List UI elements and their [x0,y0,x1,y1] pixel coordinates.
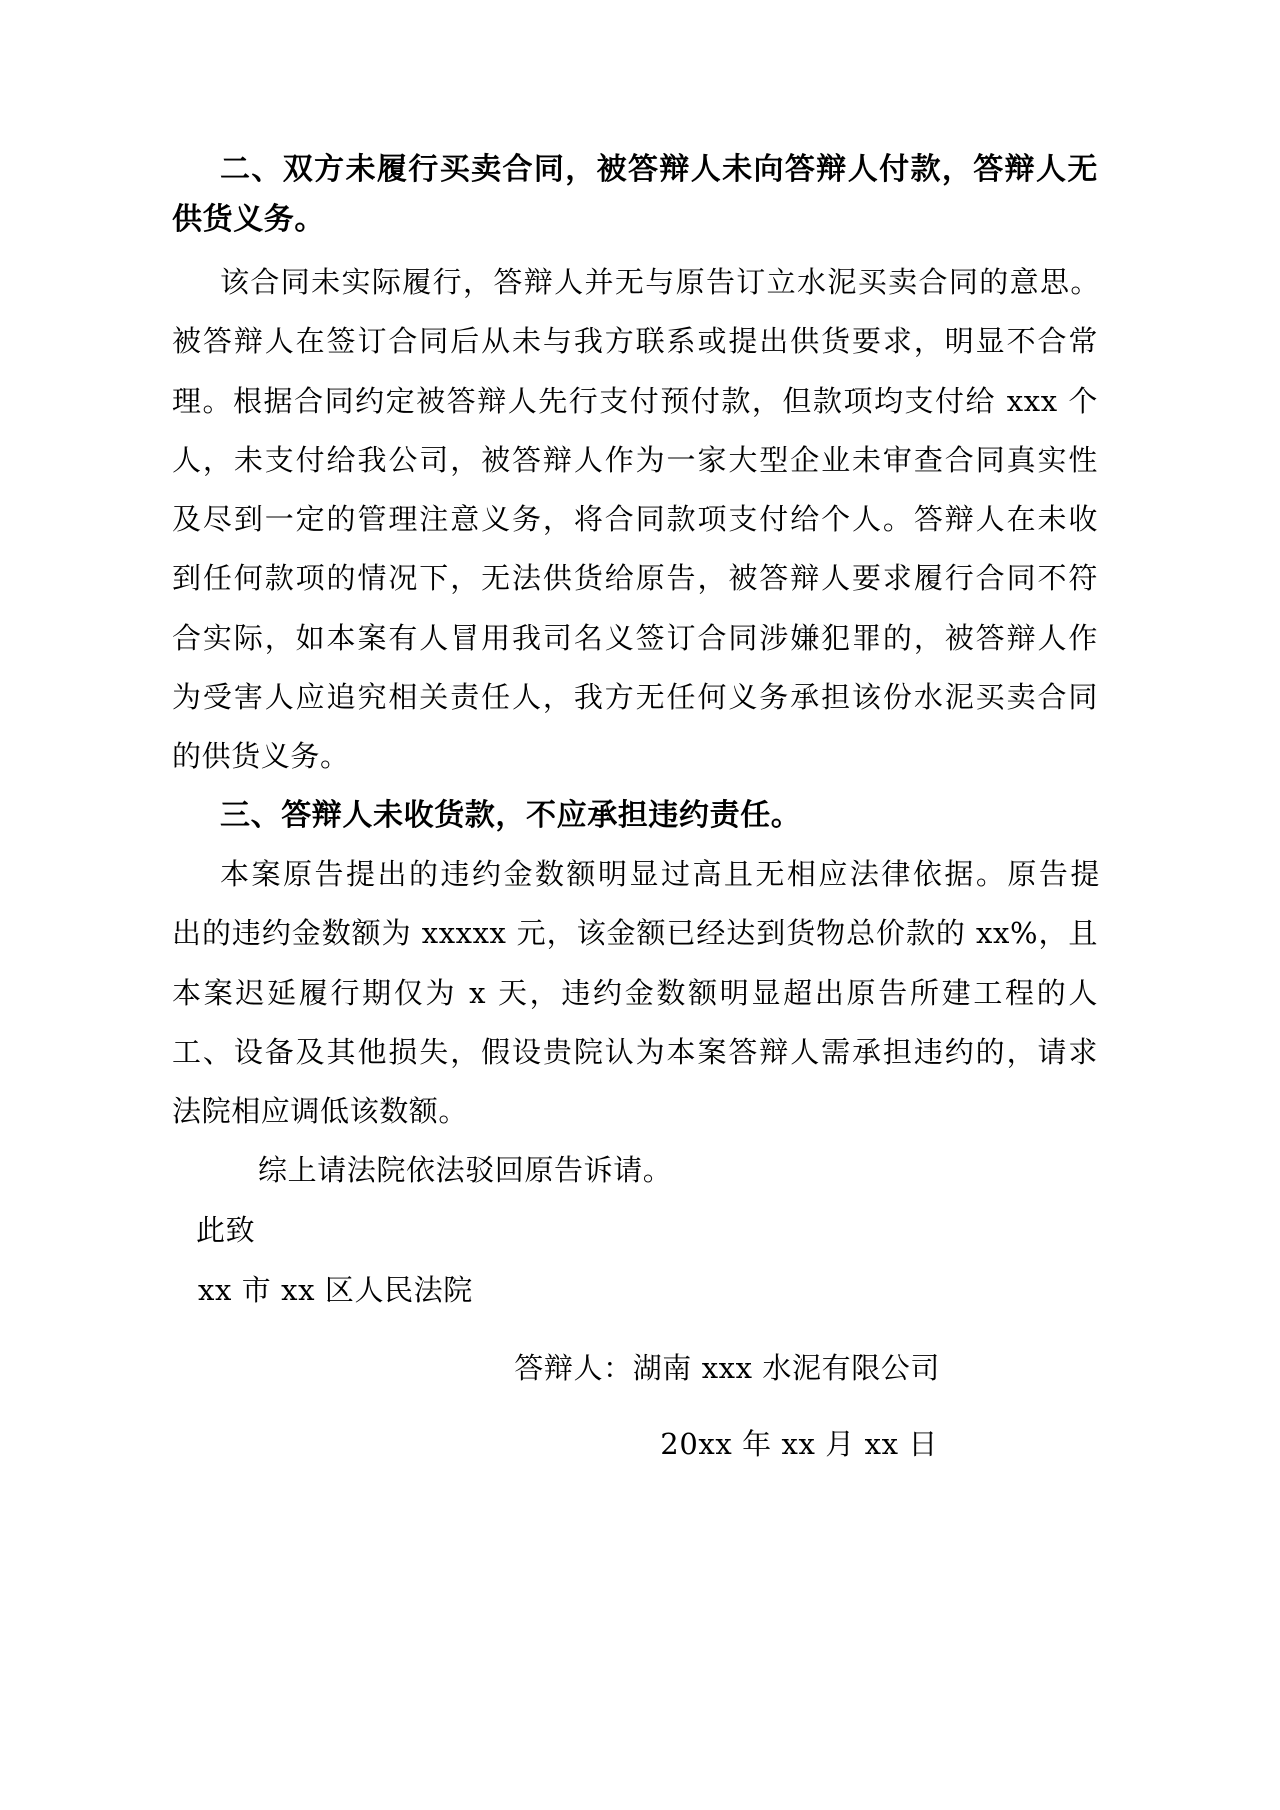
section2-body-line-7: 合实际，如本案有人冒用我司名义签订合同涉嫌犯罪的，被答辩人作 [172,621,1098,655]
section2-heading-line-2: 供货义务。 [172,202,325,237]
section2-body-line-2: 被答辩人在签订合同后从未与我方联系或提出供货要求，明显不合常 [172,324,1098,358]
section3-body-line-1: 本案原告提出的违约金数额明显过高且无相应法律依据。原告提 [220,857,1100,891]
section3-body-line-3: 本案迟延履行期仅为 x 天，违约金数额明显超出原告所建工程的人 [172,976,1098,1010]
recipient: xx 市 xx 区人民法院 [198,1273,473,1307]
section3-body-line-2: 出的违约金数额为 xxxxx 元，该金额已经达到货物总价款的 xx%，且 [172,916,1098,950]
section2-heading-line-1: 二、双方未履行买卖合同，被答辩人未向答辩人付款，答辩人无 [220,152,1098,187]
section2-body-line-9: 的供货义务。 [172,739,350,773]
section3-body-line-4: 工、设备及其他损失，假设贵院认为本案答辩人需承担违约的，请求 [172,1035,1098,1069]
date: 20xx 年 xx 月 xx 日 [660,1427,938,1461]
conclusion: 综上请法院依法驳回原告诉请。 [258,1153,673,1187]
section2-body-line-6: 到任何款项的情况下，无法供货给原告，被答辩人要求履行合同不符 [172,561,1098,595]
section3-heading: 三、答辩人未收货款，不应承担违约责任。 [220,798,802,833]
section2-body-line-5: 及尽到一定的管理注意义务，将合同款项支付给个人。答辩人在未收 [172,502,1098,536]
section3-body-line-5: 法院相应调低该数额。 [172,1094,469,1128]
section2-body-line-8: 为受害人应追究相关责任人，我方无任何义务承担该份水泥买卖合同 [172,680,1098,714]
signature: 答辩人：湖南 xxx 水泥有限公司 [514,1351,940,1385]
section2-body-line-4: 人，未支付给我公司，被答辩人作为一家大型企业未审查合同真实性 [172,443,1098,477]
salutation: 此致 [196,1213,256,1247]
section2-body-line-1: 该合同未实际履行，答辩人并无与原告订立水泥买卖合同的意思。 [220,265,1100,299]
section2-body-line-3: 理。根据合同约定被答辩人先行支付预付款，但款项均支付给 xxx 个 [172,384,1098,418]
